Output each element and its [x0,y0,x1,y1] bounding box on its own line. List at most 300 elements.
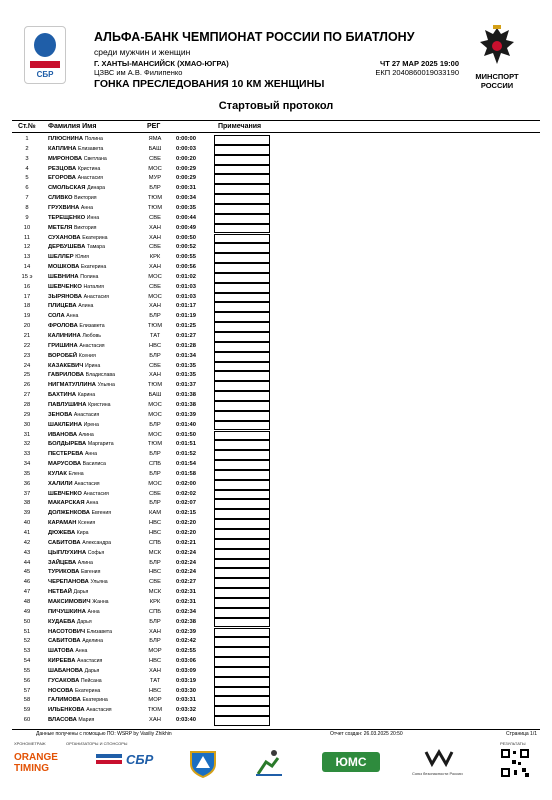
athlete-name [48,392,95,398]
start-number: 38 [23,500,31,507]
athlete-region: СПБ [148,461,162,468]
athlete-name [48,215,99,221]
table-row [12,667,540,677]
athlete-name [48,717,94,723]
athlete-first-name: Александра [82,539,112,546]
athlete-last-name: ПАВЛУШИНА [48,401,87,408]
table-row [12,460,540,470]
athlete-first-name: Екатерина [80,264,107,271]
start-number: 40 [23,520,31,527]
athlete-first-name: Анастасия [73,411,100,418]
table-row [12,637,540,647]
table-row [12,470,540,480]
double-headed-eagle-icon [476,24,518,70]
athlete-name [48,254,89,260]
athlete-last-name: ВЛАСОВА [48,717,77,724]
athlete-name [48,579,108,585]
athlete-last-name: ДЕРБУШЕВА [48,244,86,251]
start-number: 42 [23,539,31,546]
start-number: 35 [23,470,31,477]
notes-cell [214,667,270,677]
table-row [12,608,540,618]
athlete-region: КАМ [148,510,162,517]
event-city: Г. ХАНТЫ-МАНСИЙСК (ХМАО-ЮГРА) [94,59,229,68]
athlete-last-name: ЗЫРЯНОВА [48,293,82,300]
table-row [12,628,540,638]
athlete-first-name: Екатерина [74,687,101,694]
athlete-last-name: НАСОТОВИЧ [48,628,86,635]
athlete-name [48,343,105,349]
notes-cell [214,549,270,559]
athlete-first-name: Маргарита [87,441,114,448]
athlete-last-name: ПИЧУШКИНА [48,608,86,615]
athlete-name [48,294,109,300]
start-time: 0:02:55 [176,648,196,655]
start-number: 2 [25,145,29,152]
athlete-first-name: Анастасия [83,490,109,497]
athlete-name [48,175,103,181]
start-time: 0:02:39 [176,628,196,635]
qr-code-icon[interactable] [500,748,530,778]
start-number: 32 [23,441,31,448]
start-number: 45 [23,569,31,576]
athlete-first-name: Елизавета [86,628,113,635]
athlete-last-name: НИГМАТУЛЛИНА [48,382,96,389]
start-time: 0:01:37 [176,382,196,389]
start-time: 0:01:58 [176,470,196,477]
start-number: 12 [23,244,31,251]
start-number: 13 [23,254,31,261]
start-number: 51 [23,628,31,635]
start-time: 0:03:06 [176,658,196,665]
athlete-region: ХАН [149,717,161,724]
table-row [12,332,540,342]
start-time: 0:01:52 [176,451,196,458]
table-row [12,618,540,628]
athlete-last-name: МОШКОВА [48,264,80,271]
athlete-region: ХАН [149,667,161,674]
start-time: 0:02:24 [176,549,196,556]
start-number: 18 [23,303,31,310]
notes-cell [214,234,270,244]
athlete-last-name: КАЗАКЕВИЧ [48,362,84,369]
athlete-last-name: ИВАНОВА [48,431,78,438]
athlete-name [48,500,98,506]
table-header-bottom-line [12,132,540,133]
athlete-region: ТАТ [149,677,161,684]
athlete-name [48,274,98,280]
athlete-region: МСК [148,589,162,596]
start-number: 25 [23,372,31,379]
start-time: 0:00:35 [176,204,196,211]
start-number: 53 [23,648,31,655]
athlete-last-name: ГАЛИМОВА [48,697,81,704]
notes-cell [214,293,270,303]
athlete-region: МОС [148,401,162,408]
notes-cell [214,184,270,194]
table-row [12,588,540,598]
athlete-last-name: ШЕВЧЕНКО [48,283,82,290]
athlete-region: МСК [148,549,162,556]
athlete-name [48,303,93,309]
table-row [12,352,540,362]
athlete-first-name: Анастасия [74,480,100,487]
table-row [12,342,540,352]
start-number: 44 [23,559,31,566]
report-created: Отчет создан: 26.03.2025 20:50 [330,731,403,737]
athlete-name [48,441,114,447]
start-time: 0:00:49 [176,224,196,231]
start-time: 0:02:20 [176,520,196,527]
athlete-last-name: ЦЫПЛУХИНА [48,549,87,556]
athlete-last-name: КУДАЕВА [48,618,76,625]
athlete-last-name: САБИТОВА [48,539,81,546]
start-time: 0:00:29 [176,175,196,182]
athlete-last-name: ПЕСТЕРЕВА [48,451,84,458]
athlete-name [48,333,101,339]
start-time: 0:02:21 [176,539,196,546]
table-row [12,224,540,234]
athlete-region: БАШ [148,145,162,152]
start-number: 28 [23,401,31,408]
notes-cell [214,214,270,224]
athlete-region: МОР [148,697,162,704]
athlete-name [48,688,100,694]
notes-cell [214,263,270,273]
athlete-name [48,313,78,319]
start-number: 47 [23,589,31,596]
start-number: 8 [25,204,29,211]
start-number: 39 [23,510,31,517]
athlete-last-name: ТЕРЕЩЕНКО [48,214,86,221]
athlete-last-name: ХАЛИЛИ [48,480,73,487]
athlete-last-name: СУХАНОВА [48,234,81,241]
ugra-coat-of-arms-icon [186,748,220,778]
athlete-last-name: МАКАРСКАЯ [48,500,85,507]
athlete-name [48,697,108,703]
notes-cell [214,174,270,184]
start-time: 0:03:31 [176,697,196,704]
athlete-first-name: Ирена [83,421,99,428]
logo-text: СБР [36,70,54,79]
notes-cell [214,322,270,332]
athlete-region: ТАТ [149,333,161,339]
athlete-name [48,372,115,378]
start-time: 0:00:55 [176,254,196,261]
athlete-first-name: Пейсана [80,677,102,684]
notes-cell [214,618,270,628]
notes-cell [214,578,270,588]
start-number: 26 [23,382,31,389]
athlete-region: ХАН [149,264,161,271]
athlete-first-name: Анастасия [79,342,105,349]
notes-cell [214,509,270,519]
table-row [12,480,540,490]
athlete-region: СВЕ [149,244,161,251]
table-row [12,243,540,253]
athlete-name [48,550,104,556]
start-number: 9 [25,214,29,221]
athlete-region: НВС [148,569,162,576]
notes-cell [214,559,270,569]
athlete-region: МОС [148,165,162,172]
athlete-first-name: Екатерина [82,697,108,704]
athlete-last-name: ФРОЛОВА [48,323,78,330]
athlete-last-name: ГРУХВИНА [48,204,80,211]
athlete-first-name: Виктория [73,224,97,231]
athlete-first-name: Полина [84,136,103,142]
start-number: 16 [23,283,31,290]
table-row [12,549,540,559]
start-number: 5 [25,175,29,182]
athlete-name [48,422,99,428]
athlete-first-name: Тамара [86,244,105,251]
athlete-name [48,481,100,487]
start-time: 0:03:32 [176,707,196,714]
start-time: 0:01:25 [176,323,196,330]
athlete-region: ТЮМ [147,382,163,389]
notes-cell [214,302,270,312]
athlete-last-name: СМОЛЬСКАЯ [48,185,86,192]
start-number: 60 [23,717,31,724]
athlete-name [48,648,87,654]
start-time: 0:03:40 [176,717,196,724]
athlete-name [48,707,112,713]
notes-cell [214,411,270,421]
athlete-last-name: КАПЛИНА [48,145,77,152]
athlete-last-name: МЕТЕЛЯ [48,224,73,231]
athlete-name [48,569,100,575]
table-row [12,263,540,273]
start-time: 0:02:24 [176,559,196,566]
start-time: 0:01:38 [176,392,196,399]
athlete-first-name: Ксения [78,520,96,527]
start-time: 0:03:09 [176,667,196,674]
athlete-last-name: ИЛЬЕНКОВА [48,707,85,714]
notes-cell [214,253,270,263]
notes-cell [214,677,270,687]
athlete-region: СВЕ [149,283,161,290]
table-row [12,253,540,263]
athlete-last-name: ПЛИЦЕВА [48,303,77,310]
athlete-region: МОС [148,273,162,280]
athlete-name [48,510,111,516]
athlete-first-name: Кристина [77,165,101,172]
athlete-region: КРК [149,254,161,261]
start-time: 0:00:00 [176,136,196,142]
athlete-first-name: Карина [77,392,96,399]
athlete-last-name: ШЕВЧЕНКО [48,490,82,497]
athlete-last-name: ЗЕНОВА [48,411,73,418]
sbr-logo [24,26,66,84]
table-row [12,312,540,322]
athlete-last-name: ЧЕРЕПАНОВА [48,579,89,586]
athlete-first-name: Жанна [92,598,109,605]
page-number: Страница 1/1 [506,731,538,737]
start-number: 50 [23,618,31,625]
ekp-code: ЕКП 2040860019033190 [375,68,459,77]
notes-cell [214,155,270,165]
athlete-name [48,205,93,211]
athlete-name [48,560,93,566]
start-number: 4 [25,165,29,172]
athlete-first-name: Анна [84,451,98,458]
table-row [12,509,540,519]
athlete-last-name: БАХТИНА [48,392,77,399]
table-row [12,499,540,509]
athlete-region: СВЕ [149,214,161,221]
athlete-first-name: Динара [87,185,106,192]
athlete-name [48,382,115,388]
start-time: 0:00:29 [176,165,196,172]
start-time: 0:00:56 [176,264,196,271]
start-time: 0:01:35 [176,362,196,369]
start-number: 1 [25,136,29,142]
table-row [12,559,540,569]
athlete-last-name: ШАБАНОВА [48,667,83,674]
athlete-region: БАШ [148,392,162,399]
protocol-title: Стартовый протокол [218,100,334,112]
notes-cell [214,598,270,608]
athlete-first-name: Анна [66,313,79,320]
table-row [12,568,540,578]
athlete-first-name: Полина [80,273,99,280]
notes-cell [214,381,270,391]
table-row [12,519,540,529]
notes-cell [214,243,270,253]
athlete-first-name: Мария [78,717,95,724]
col-header-num: Ст.№ [18,123,36,130]
table-row [12,657,540,667]
notes-cell [214,480,270,490]
start-number: 3 [25,155,29,162]
athlete-first-name: Василиса [82,461,106,468]
athlete-name [48,451,97,457]
start-time: 0:02:24 [176,569,196,576]
start-number: 31 [23,431,31,438]
athlete-region: БЛР [149,500,161,507]
athlete-first-name: Инна [86,214,100,221]
table-row [12,539,540,549]
start-time: 0:01:27 [176,333,196,339]
start-time: 0:01:51 [176,441,196,448]
notes-cell [214,145,270,155]
athlete-name [48,225,96,231]
orange-timing-logo: ORANGE TIMING [14,752,58,774]
athlete-region: МУР [148,175,162,182]
athlete-region: ХАН [149,372,161,379]
table-row [12,293,540,303]
start-time: 0:01:50 [176,431,196,438]
athlete-region: ТЮМ [147,441,163,448]
start-number: 15 э [21,273,33,280]
athlete-last-name: КАРАМАН [48,520,77,527]
athlete-region: БЛР [149,185,161,192]
athlete-name [48,520,95,526]
start-time: 0:02:00 [176,480,196,487]
table-row [12,302,540,312]
athlete-last-name: КИРЕЕВА [48,658,76,665]
athlete-name [48,166,100,172]
table-row [12,647,540,657]
notes-cell [214,362,270,372]
table-row [12,174,540,184]
athlete-region: БЛР [149,470,161,477]
start-time: 0:02:38 [176,618,196,625]
athlete-region: МОС [148,293,162,300]
athlete-first-name: Анастасия [77,175,103,182]
athlete-region: ТЮМ [147,323,163,330]
athlete-last-name: МИРОНОВА [48,155,83,162]
notes-cell [214,539,270,549]
notes-cell [214,371,270,381]
athlete-first-name: Анна [87,608,100,615]
athlete-region: СВЕ [149,155,161,162]
event-title: АЛЬФА-БАНК ЧЕМПИОНАТ РОССИИ ПО БИАТЛОНУ [94,30,415,44]
table-row [12,687,540,697]
table-row [12,145,540,155]
table-row [12,716,540,726]
athlete-region: СВЕ [149,579,161,586]
start-time: 0:02:34 [176,608,196,615]
athlete-name [48,136,103,142]
table-row [12,273,540,283]
notes-cell [214,440,270,450]
athlete-name [48,530,88,536]
athlete-name [48,629,112,635]
athlete-name [48,638,103,644]
results-label: РЕЗУЛЬТАТЫ [500,741,526,746]
notes-cell [214,391,270,401]
start-number: 34 [23,461,31,468]
start-number: 46 [23,579,31,586]
start-time: 0:02:07 [176,500,196,507]
notes-cell [214,135,270,145]
athlete-region: МОС [148,411,162,418]
col-header-name: Фамилия Имя [48,123,97,130]
athlete-first-name: Кира [76,530,89,536]
start-number: 27 [23,392,31,399]
athlete-last-name: МАКСИМОВИЧ [48,598,91,605]
athlete-first-name: Анна [86,500,99,507]
table-row [12,440,540,450]
athlete-first-name: Евгения [80,569,101,576]
athlete-last-name: ПЛЮСНИНА [48,136,84,142]
notes-cell [214,529,270,539]
start-number: 17 [23,293,31,300]
start-number: 22 [23,342,31,349]
athlete-region: БЛР [149,638,161,645]
athlete-last-name: ЕГОРОВА [48,175,76,182]
start-time: 0:01:03 [176,283,196,290]
athlete-region: МОС [148,480,162,487]
start-number: 23 [23,352,31,359]
athlete-last-name: РЕЗЦОВА [48,165,77,172]
athlete-last-name: НЕТБАЙ [48,589,72,596]
start-number: 7 [25,195,29,202]
table-row [12,135,540,145]
start-time: 0:02:42 [176,638,196,645]
athlete-last-name: КУЛАК [48,470,67,477]
table-row [12,421,540,431]
start-number: 41 [23,530,31,536]
athlete-last-name: НОСОВА [48,687,74,694]
athlete-first-name: Любовь [82,333,102,339]
col-header-region: РЕГ [147,123,161,130]
athlete-first-name: Елена [68,470,84,477]
athlete-first-name: Алина [78,431,94,438]
table-row [12,391,540,401]
